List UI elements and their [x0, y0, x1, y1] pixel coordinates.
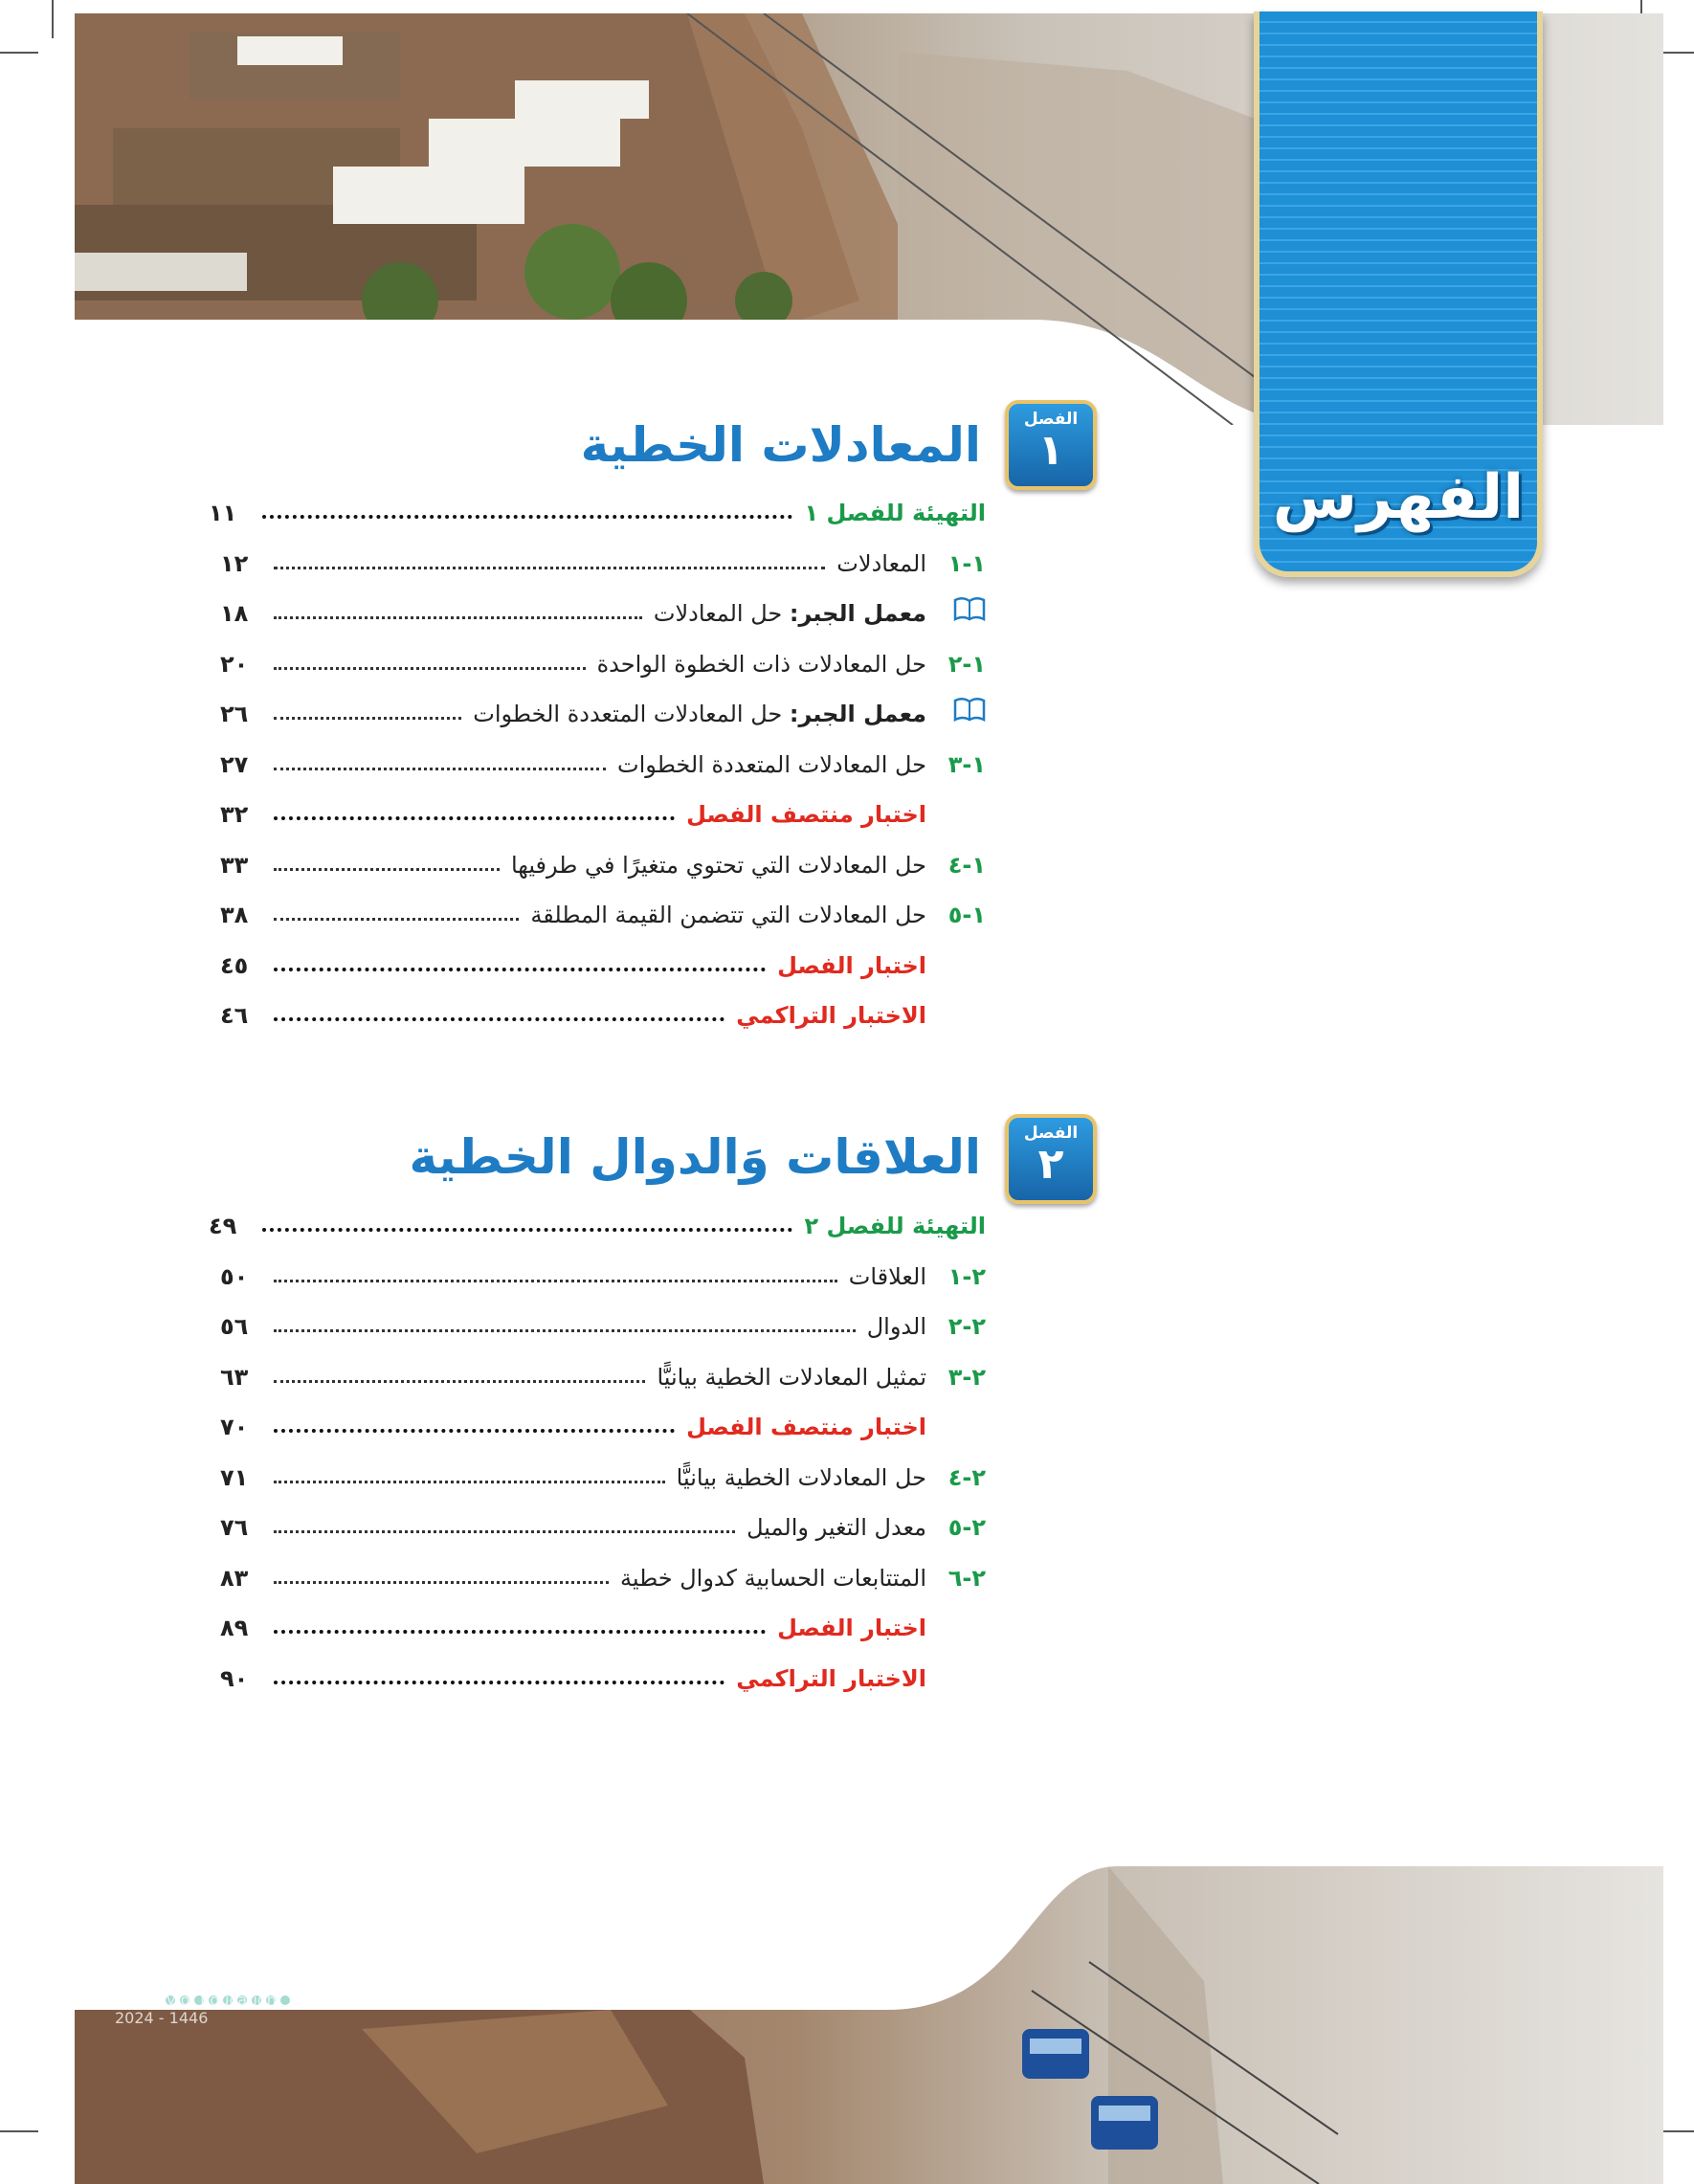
page-number: ٤٦ [220, 1002, 249, 1029]
page-number: ٩٠ [220, 1664, 249, 1692]
toc-entry-title: المعادلات [836, 549, 926, 577]
page-number: ٥٦ [220, 1313, 249, 1340]
page-number: ١١ [209, 500, 237, 526]
leader-dots [274, 1530, 735, 1533]
book-icon [926, 697, 986, 727]
toc-entry[interactable] [220, 890, 986, 928]
toc-entry[interactable] [220, 589, 986, 627]
toc-entry-title: الدوال [866, 1313, 926, 1340]
toc-entry-title: حل المعادلات التي تحتوي متغيرًا في طرفيها [510, 851, 926, 879]
page-number: ٨٩ [220, 1615, 249, 1641]
toc-entry[interactable] [220, 1352, 986, 1391]
lesson-number: ١-١ [947, 549, 986, 577]
lesson-number: ٢-١ [947, 1262, 986, 1290]
leader-dots [274, 868, 500, 871]
toc-entry-title: الاختبار التراكمي [736, 1664, 926, 1692]
leader-dots [274, 1329, 856, 1332]
page-number: ٣٢ [220, 801, 249, 828]
toc-entry-title: الاختبار التراكمي [736, 1002, 926, 1029]
leader-dots [262, 1228, 792, 1232]
toc-entry[interactable] [220, 740, 986, 778]
toc-entry[interactable] [220, 539, 986, 577]
toc-entry[interactable] [220, 1603, 986, 1641]
toc-entry[interactable] [209, 1201, 986, 1239]
footer-photo [75, 1866, 1663, 2184]
leader-dots [274, 1581, 609, 1584]
leader-dots [274, 768, 606, 770]
lesson-number: ٢-٤ [947, 1463, 986, 1491]
page-number: ٣٨ [220, 902, 249, 928]
toc-entry[interactable] [220, 1453, 986, 1491]
toc-entry[interactable] [220, 991, 986, 1029]
toc-entry-title: حل المعادلات التي تتضمن القيمة المطلقة [530, 902, 926, 928]
toc-entry[interactable] [220, 1503, 986, 1541]
toc-entry-title: حل المعادلات ذات الخطوة الواحدة [596, 650, 926, 678]
chapter-badge-number: ١ [1037, 426, 1064, 475]
toc-entry-title: اختبار الفصل [777, 1615, 926, 1641]
page-number: ٢٠ [220, 650, 249, 678]
toc-entry[interactable] [220, 790, 986, 828]
toc-entry[interactable] [220, 1654, 986, 1692]
page-number: ١٨ [220, 600, 249, 627]
chapter-1-badge [1005, 400, 1097, 490]
leader-dots [274, 1481, 665, 1483]
leader-dots [274, 1380, 645, 1383]
toc-entry-title: حل المعادلات المتعددة الخطوات [617, 750, 926, 778]
page-number: ٧٠ [220, 1414, 249, 1440]
page-number: ٥٠ [220, 1262, 249, 1290]
leader-dots [274, 918, 519, 921]
toc-entry[interactable] [220, 1402, 986, 1440]
leader-dots [274, 567, 825, 569]
crop-mark [0, 52, 38, 54]
lab-label: معمل الجبر: [789, 600, 926, 627]
toc-entry[interactable] [220, 689, 986, 727]
lesson-number: ٢-٦ [947, 1564, 986, 1592]
toc-title: الفهرس [1272, 462, 1525, 533]
page-number: ١٢ [220, 549, 249, 577]
lesson-number: ١-٤ [947, 851, 986, 879]
toc-entry-title [467, 701, 926, 727]
toc-entry-title: اختبار منتصف الفصل [686, 1414, 926, 1440]
toc-entry-title: المتتابعات الحسابية كدوال خطية [619, 1564, 926, 1592]
chapter-2-badge [1005, 1114, 1097, 1204]
toc-entry[interactable] [220, 1252, 986, 1290]
toc-entry[interactable] [209, 488, 986, 526]
toc-entry[interactable] [220, 639, 986, 678]
book-icon [926, 596, 986, 627]
page-number: ٢٧ [220, 750, 249, 778]
leader-dots [274, 667, 586, 670]
lesson-number: ١-٥ [947, 902, 986, 928]
lesson-number: ١-٣ [947, 750, 986, 778]
leader-dots [274, 1280, 837, 1282]
lab-label: معمل الجبر: [789, 701, 926, 727]
toc-entry-title: اختبار الفصل [777, 951, 926, 979]
toc-entry-title: معدل التغير والميل [747, 1514, 926, 1541]
toc-entry-title: التهيئة للفصل ١ [804, 500, 986, 526]
toc-entry-title: التهيئة للفصل ٢ [804, 1213, 986, 1239]
leader-dots [274, 968, 766, 971]
toc-entry[interactable] [220, 1553, 986, 1592]
page-number: ٤٥ [220, 951, 249, 979]
page-number: ٨٣ [220, 1564, 249, 1592]
crop-mark [52, 0, 54, 38]
page-number: ٧١ [220, 1463, 249, 1491]
chapter-1-title: المعادلات الخطية [580, 417, 981, 473]
leader-dots [274, 1630, 766, 1634]
ministry-name: Ministry of Education [115, 1991, 277, 2009]
lesson-number: ٢-٣ [947, 1363, 986, 1391]
ministry-watermark [115, 1991, 306, 2027]
page-number: ٢٦ [220, 701, 249, 727]
toc-entry[interactable] [220, 941, 986, 979]
crop-mark [0, 2130, 38, 2132]
page-number: ٧٦ [220, 1514, 249, 1541]
chapter-2-title: العلاقات وَالدوال الخطية [409, 1129, 981, 1185]
lab-title: حل المعادلات [653, 600, 783, 627]
toc-entry-title: اختبار منتصف الفصل [686, 801, 926, 828]
leader-dots [262, 515, 792, 519]
toc-entry-title: حل المعادلات الخطية بيانيًّا [676, 1463, 926, 1491]
leader-dots [274, 717, 461, 720]
page-number: ٤٩ [209, 1213, 237, 1239]
cable-car [1091, 2096, 1158, 2150]
lesson-number: ٢-٥ [947, 1514, 986, 1541]
lesson-number: ٢-٢ [947, 1313, 986, 1340]
lab-title: حل المعادلات المتعددة الخطوات [473, 701, 783, 727]
leader-dots [274, 1017, 724, 1021]
toc-header-tab [1254, 11, 1543, 577]
chapter-badge-label: الفصل [1023, 410, 1079, 429]
toc-entry-title [648, 600, 926, 627]
toc-entry-title: تمثيل المعادلات الخطية بيانيًّا [657, 1363, 926, 1391]
leader-dots [274, 816, 675, 820]
ministry-year: 2024 - 1446 [115, 2009, 209, 2027]
chapter-badge-number: ٢ [1037, 1140, 1064, 1189]
page-number: ٣٣ [220, 851, 249, 879]
leader-dots [274, 1681, 724, 1684]
lesson-number: ١-٢ [947, 650, 986, 678]
leader-dots [274, 616, 642, 619]
page-number: ٦٣ [220, 1363, 249, 1391]
leader-dots [274, 1429, 675, 1433]
toc-entry[interactable] [220, 840, 986, 879]
toc-entry[interactable] [220, 1302, 986, 1340]
chapter-badge-label: الفصل [1023, 1124, 1079, 1143]
toc-entry-title: العلاقات [848, 1262, 926, 1290]
